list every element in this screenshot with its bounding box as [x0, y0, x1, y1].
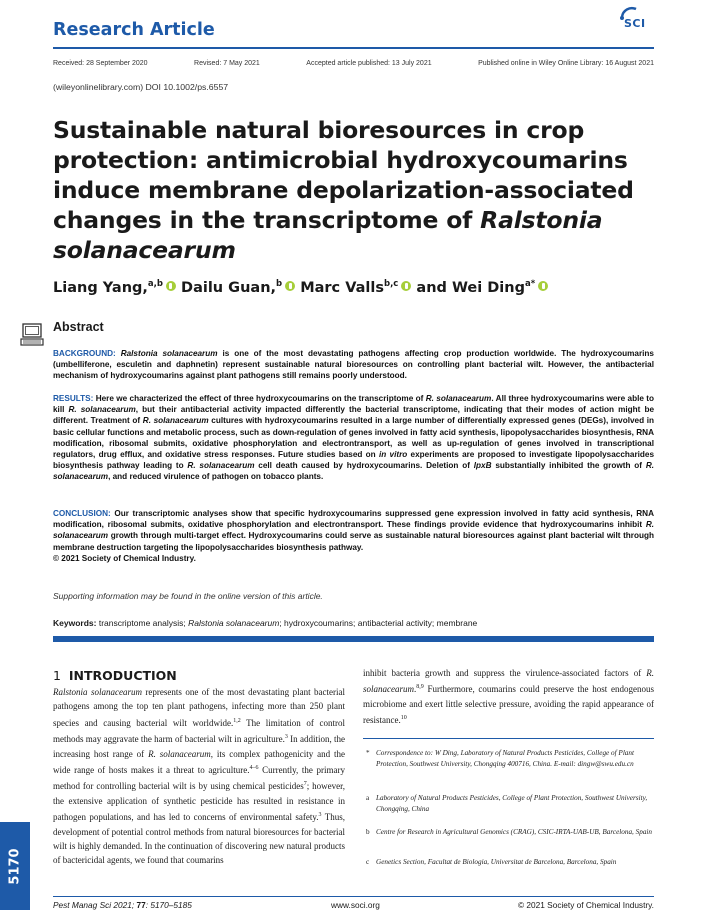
footer-copyright: © 2021 Society of Chemical Industry. — [517, 900, 654, 910]
journal-name: Pest Manag Sci 2021; — [53, 900, 137, 910]
in-vitro-term: in vitro — [378, 450, 408, 460]
species-name: R. solanacearum — [142, 416, 209, 426]
citation-ref[interactable]: 7 — [303, 781, 307, 788]
footnote — [366, 748, 654, 771]
journal-citation — [53, 900, 192, 910]
footnote-rule — [363, 738, 654, 739]
body-text: In addition, the increasing host range of — [53, 734, 345, 759]
orcid-icon[interactable] — [285, 281, 295, 291]
footnote — [366, 827, 654, 838]
body-text: Thus, development of potential control methods from natural bioresources for bacterial wilt is highly demanded. In the continuation of discovering new natural products of bactericidal agents, we found that coumarins — [53, 812, 345, 866]
side-page-tab — [0, 822, 30, 910]
body-text: ; however, the extensive application of synthetic pesticide has resulted in resistance in pathogen populations, and has led to concerns of environmental safety. — [53, 781, 345, 823]
sci-logo-text: SCI — [624, 17, 646, 30]
title-line: Sustainable natural bioresources in crop — [53, 116, 585, 144]
body-text: . — [414, 684, 417, 695]
accepted-date: Accepted article published: 13 July 2021 — [306, 60, 432, 67]
gene-name: lpxB — [473, 461, 492, 471]
citation-ref[interactable]: 3 — [318, 812, 322, 819]
species-name: R. solanacearum — [53, 520, 654, 541]
abstract-text: Here we characterized the effect of three hydroxycoumarins on the transcriptome of — [93, 394, 426, 403]
abstract-conclusion — [53, 508, 654, 564]
footnote-text: Genetics Section, Facultat de Biologia, Universitat de Barcelona, Barcelona, Spain — [376, 858, 617, 866]
title-text: changes in the transcriptome of — [53, 206, 481, 234]
intro-left-column — [53, 685, 345, 868]
body-text: The limitation of control methods may aggravate the harm of bacterial wilt in agriculture. — [53, 717, 345, 745]
side-page-number: 5170 — [7, 847, 23, 885]
footnote-mark: a — [366, 794, 370, 802]
keyword: ; hydroxycoumarins; antibacterial activity; membrane — [279, 618, 478, 628]
species-name: R. solanacearum — [148, 748, 211, 759]
computer-icon — [19, 322, 45, 348]
body-text: represents one of the most devastating plant bacterial pathogens among the top ten plant pathogens, infecting more than 250 plant species and causing bacterial wilt worldwide. — [53, 687, 345, 728]
citation-ref[interactable]: 3 — [284, 734, 288, 741]
body-text: inhibit bacteria growth and suppress the virulence-associated factors of — [363, 668, 647, 678]
section-title: INTRODUCTION — [68, 668, 177, 683]
author-affil: a,b — [147, 279, 163, 289]
citation-ref[interactable]: 4–6 — [249, 765, 259, 772]
abstract-background — [53, 348, 654, 382]
keyword: transcriptome analysis; — [96, 618, 189, 628]
abstract-text: substantially inhibited the growth of — [491, 461, 646, 471]
revised-date: Revised: 7 May 2021 — [194, 60, 260, 67]
supporting-info-note: Supporting information may be found in the online version of this article. — [53, 591, 323, 601]
footer-rule — [53, 896, 654, 897]
footnote-mark: b — [366, 828, 370, 836]
abstract-results — [53, 393, 654, 483]
abstract-text: Our transcriptomic analyses show that specific hydroxycoumarins suppressed gene expression involved in fatty acid synthesis, RNA modification, ribosomal submits, oxidative phosphorylation and electrontransport. These findings provide evidence that hydroxycoumarins inhibit — [53, 509, 654, 530]
author-name[interactable]: Marc Valls — [300, 279, 384, 296]
species-name: Ralstonia solanacearum — [120, 349, 218, 358]
header-rule — [53, 47, 654, 49]
species-name: R. solanacearum — [363, 668, 654, 695]
orcid-icon[interactable] — [401, 281, 411, 291]
body-text: Currently, the primary method for controlling bacterial wilt is by using chemical pesticides — [53, 765, 345, 792]
section-number: 1 — [53, 668, 61, 683]
footnote-text: Laboratory of Natural Products Pesticides, College of Plant Protection, Southwest University, Chongqing, China — [376, 794, 648, 814]
species-name: R. solanacearum — [53, 461, 654, 482]
journal-pages: : 5170–5185 — [145, 900, 192, 910]
doi-link[interactable]: (wileyonlinelibrary.com) DOI 10.1002/ps.6557 — [53, 82, 229, 92]
abstract-text: growth through multi-target effect. Hydroxycoumarins could serve as sustainable natural bioresources against plant bacterial wilt through membrane destruction targeting the lipopolysaccharides biosynthesis pathway. — [53, 531, 654, 552]
intro-right-column — [363, 666, 654, 728]
received-date: Received: 28 September 2020 — [53, 60, 148, 67]
body-text: Furthermore, coumarins could preserve the host endogenous microbiome and exert little selective pressure, avoiding the rapid appearance of resistance. — [363, 684, 654, 726]
author-affil: b,c — [383, 279, 399, 289]
abstract-text: is one of the most devastating pathogens affecting crop production worldwide. The hydroxycoumarins (umbelliferone, esculetin and daphnetin) represent sustainable natural bioresources on controlling plant bacterial wilt. However, the antibacterial mechanism of hydroxycoumarins against plant pathogens still remains poorly understood. — [53, 349, 654, 381]
published-date: Published online in Wiley Online Library: 16 August 2021 — [478, 60, 654, 67]
background-label: BACKGROUND: — [53, 349, 116, 358]
keywords-label: Keywords: — [53, 618, 97, 628]
article-dates — [53, 60, 654, 67]
abstract-text: cell death caused by hydroxycoumarins. Deletion of — [254, 461, 474, 471]
footnote-mark: * — [366, 749, 370, 757]
citation-ref[interactable]: 10 — [400, 715, 407, 722]
journal-volume: 77 — [136, 900, 146, 910]
author-name[interactable]: and Wei Ding — [416, 279, 525, 296]
author-name[interactable]: Liang Yang, — [53, 279, 148, 296]
citation-ref[interactable]: 8,9 — [416, 684, 424, 691]
abstract-text: experiments are proposed to investigate lipopolysaccharides biosynthesis pathway leading to — [53, 450, 655, 471]
title-species: Ralstonia — [480, 206, 603, 234]
conclusion-label: CONCLUSION: — [53, 509, 111, 518]
footnote-text: Correspondence to: W Ding, Laboratory of Natural Products Pesticides, College of Plant Protection, Southwest University, Chongqing 400716, China. E-mail: dingw@swu.edu.cn — [376, 749, 634, 769]
footnote — [366, 857, 654, 868]
keywords — [53, 618, 477, 628]
abstract-heading: Abstract — [53, 320, 104, 334]
article-title — [53, 115, 653, 265]
species-name: R. solanacearum — [187, 461, 255, 471]
orcid-icon[interactable] — [166, 281, 176, 291]
species-name: Ralstonia solanacearum — [53, 687, 142, 697]
intro-heading — [53, 668, 177, 683]
title-line: induce membrane depolarization-associated — [53, 176, 634, 204]
title-line: protection: antimicrobial hydroxycoumarins — [53, 146, 628, 174]
body-text: , its complex pathogenicity and the wide range of hosts makes it a threat to agriculture. — [53, 748, 345, 776]
abstract-text: , but their antibacterial activity impacted differently the bacterial transcriptome, indicating that their modes of action might be different. Treatment of — [53, 405, 655, 426]
author-affil: b — [276, 279, 283, 289]
abstract-text: . All three hydroxycoumarins were able to kill — [53, 394, 654, 415]
abstract-text: , and reduced virulence of pathogen on tobacco plants. — [108, 472, 324, 482]
abstract-text: cultures with hydroxycoumarins resulted in a large number of differentially expressed genes (DEGs), involved in basic cellular functions and metabolic process, such as down-regulation of genes involved in fatty acid synthesis, lipopolysaccharides biosynthesis, RNA modification, ribosomal submits, oxidative phosphorylation and electrontransport, as well as up-regulation of genes involved in transcriptional regulators, drug efflux, and oxidative stress responses. Future studies based on — [53, 416, 654, 460]
title-line — [53, 205, 653, 235]
species-name: R. solanacearum — [68, 405, 136, 415]
author-list — [53, 279, 548, 296]
species-name: R. solanacearum — [425, 394, 492, 403]
author-affil: a* — [524, 279, 536, 289]
citation-ref[interactable]: 1,2 — [233, 717, 241, 724]
footnote-text: Centre for Research in Agricultural Genomics (CRAG), CSIC-IRTA-UAB-UB, Barcelona, Spain — [376, 828, 653, 836]
author-name[interactable]: Dailu Guan, — [181, 279, 277, 296]
website-link[interactable]: www.soci.org — [331, 900, 380, 910]
section-divider — [53, 636, 654, 642]
title-line: solanacearum — [53, 236, 236, 264]
keyword: Ralstonia solanacearum — [188, 618, 280, 628]
footnote — [366, 793, 654, 816]
orcid-icon[interactable] — [538, 281, 548, 291]
footnote-mark: c — [366, 858, 370, 866]
abstract-copyright: © 2021 Society of Chemical Industry. — [53, 553, 196, 563]
section-label: Research Article — [53, 20, 215, 40]
results-label: RESULTS: — [53, 394, 94, 403]
